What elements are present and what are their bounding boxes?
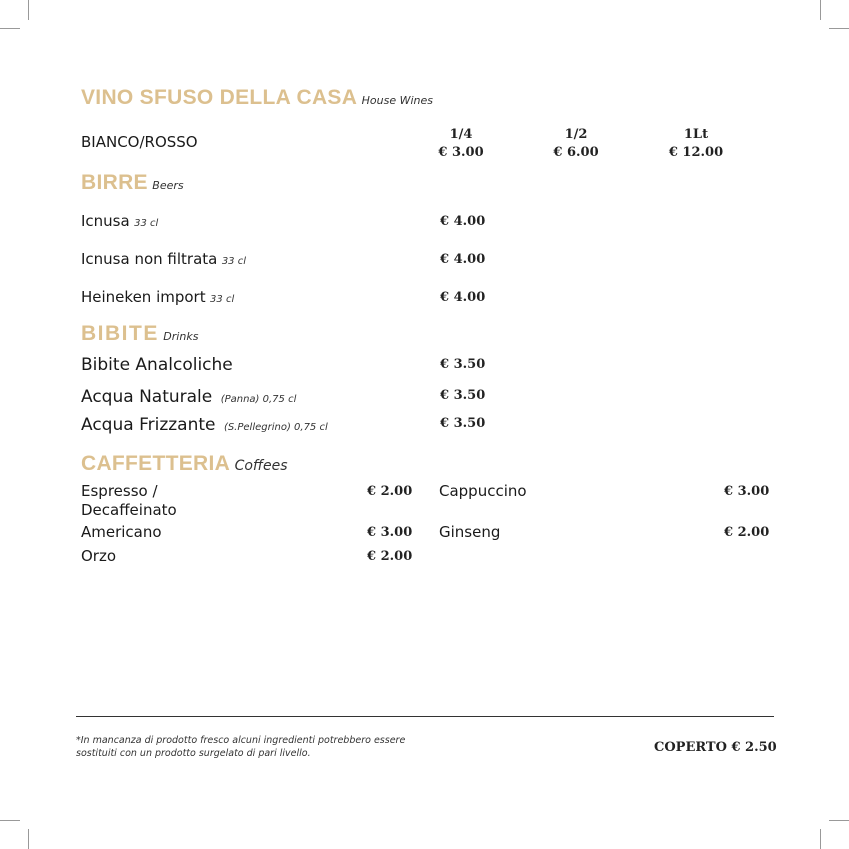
beer-name: Icnusa: [81, 212, 130, 230]
coffee-name: Espresso /: [81, 482, 158, 500]
drink-note: (Panna) 0,75 cl: [220, 394, 297, 405]
coffee-price: € 3.00: [724, 484, 770, 499]
drinks-section-heading: [81, 322, 198, 346]
wine-section-heading: [81, 86, 433, 110]
drink-note: (S.Pellegrino) 0,75 cl: [223, 422, 328, 433]
crop-mark: [0, 28, 20, 29]
wine-item: BIANCO/ROSSO: [81, 133, 198, 151]
drink-name: Acqua Naturale: [81, 387, 213, 407]
coffee-price: € 2.00: [367, 484, 413, 499]
crop-mark: [829, 28, 849, 29]
beers-title: BIRRE: [81, 171, 148, 194]
crop-mark: [829, 820, 849, 821]
beer-size: 33 cl: [210, 294, 235, 305]
coffee-price: € 3.00: [367, 525, 413, 540]
beer-name: Heineken import: [81, 288, 206, 306]
footer-divider: [76, 716, 774, 717]
coffee-price: € 2.00: [724, 525, 770, 540]
footer-note-line1: *In mancanza di prodotto fresco alcuni ingredienti potrebbero essere: [76, 735, 406, 746]
drink-price: € 3.50: [440, 388, 486, 403]
beer-price: € 4.00: [440, 252, 486, 267]
crop-mark: [820, 0, 821, 20]
coffee-name: Ginseng: [439, 523, 501, 541]
wine-size-quarter: 1/4: [449, 127, 473, 142]
beer-name: Icnusa non filtrata: [81, 250, 218, 268]
footer-note-line2: sostituiti con un prodotto surgelato di pari livello.: [76, 748, 311, 759]
coffee-name: Cappuccino: [439, 482, 527, 500]
beer-price: € 4.00: [440, 290, 486, 305]
crop-mark: [0, 820, 20, 821]
wine-title: VINO SFUSO DELLA CASA: [81, 86, 358, 109]
list-item: [81, 212, 158, 231]
list-item: [81, 415, 328, 435]
drink-name: Acqua Frizzante: [81, 415, 216, 435]
drink-price: € 3.50: [440, 357, 486, 372]
wine-size-half: 1/2: [564, 127, 588, 142]
wine-price-liter: € 12.00: [668, 145, 724, 160]
wine-price-quarter: € 3.00: [438, 145, 484, 160]
list-item: [81, 288, 234, 307]
coperto-price: COPERTO € 2.50: [654, 740, 777, 755]
coffee-title: CAFFETTERIA: [81, 452, 231, 475]
crop-mark: [28, 829, 29, 849]
footer-note: [76, 734, 405, 760]
beer-price: € 4.00: [440, 214, 486, 229]
coffee-name-line2: Decaffeinato: [81, 501, 177, 519]
beer-size: 33 cl: [221, 256, 246, 267]
drink-price: € 3.50: [440, 416, 486, 431]
beers-section-heading: [81, 171, 184, 195]
wine-price-half: € 6.00: [553, 145, 599, 160]
coffee-name: Orzo: [81, 547, 117, 565]
beer-size: 33 cl: [134, 218, 159, 229]
crop-mark: [820, 829, 821, 849]
beers-subtitle: Beers: [152, 179, 184, 192]
list-item: [81, 387, 296, 407]
coffee-subtitle: Coffees: [234, 458, 288, 474]
drinks-title: BIBITE: [81, 322, 159, 345]
drinks-subtitle: Drinks: [163, 330, 199, 343]
list-item: [81, 250, 246, 269]
coffee-name: Americano: [81, 523, 162, 541]
wine-size-liter: 1Lt: [683, 127, 709, 142]
wine-subtitle: House Wines: [361, 94, 434, 107]
drink-name: Bibite Analcoliche: [81, 355, 233, 375]
coffee-section-heading: [81, 452, 288, 476]
crop-mark: [28, 0, 29, 20]
coffee-price: € 2.00: [367, 549, 413, 564]
list-item: [81, 355, 233, 375]
